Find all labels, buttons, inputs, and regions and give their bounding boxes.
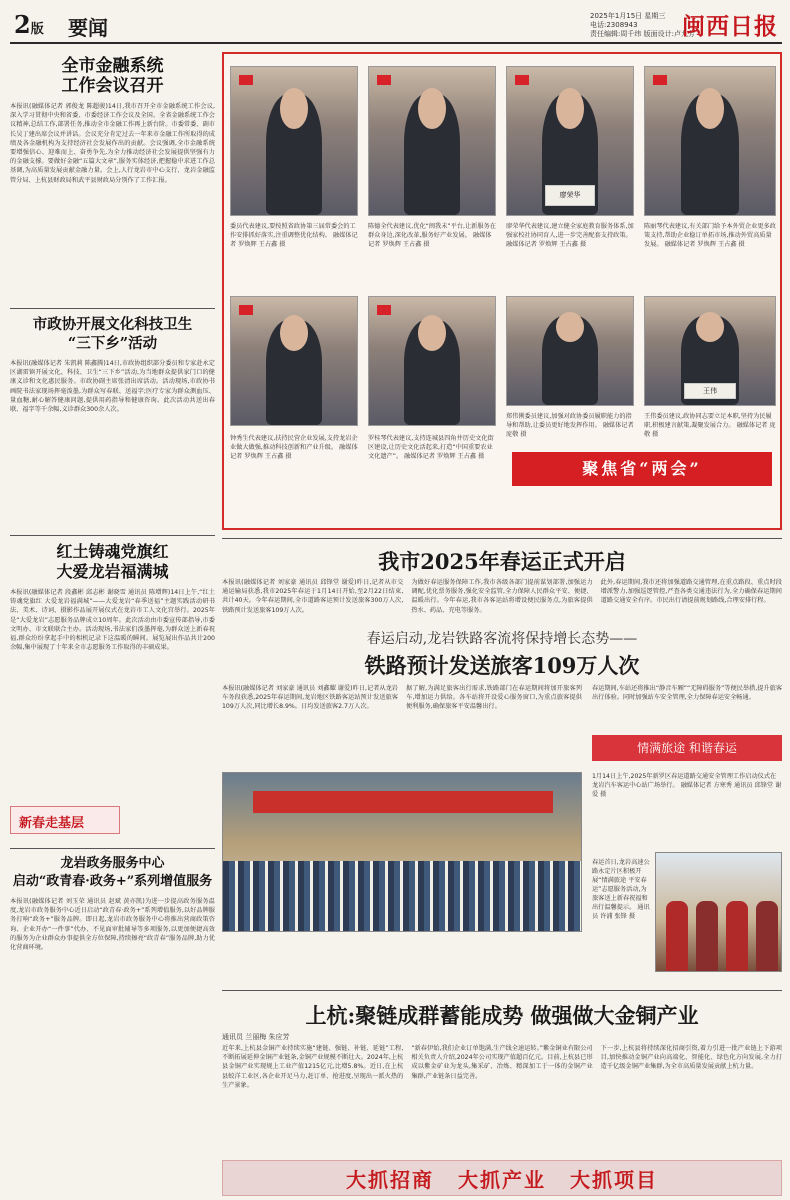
article-gov-service bbox=[10, 855, 215, 1107]
article-title: 龙岩政务服务中心 启动“政青春·政务+”系列增值服务 bbox=[12, 856, 213, 889]
article-column: 为做好春运服务保障工作,我市各级各部门提前谋划部署,加强运力调配,优化票务服务,强化安全监管,全力保障人民群众平安、便捷、温暖出行。今年春运,我市各客运站将增设便民服务点,为旅客提供热水、药品、充电等服务。 bbox=[411, 579, 593, 614]
newspaper-logo: 闽西日报 bbox=[682, 13, 778, 40]
photo-caption: 委员代表建议,要按照省政协第三届常委会的工作安排抓好落实,注重调整优化结构。 融媒体记者 罗焕辉 王占鑫 摄 bbox=[230, 223, 358, 248]
article-column: 此外,春运期间,我市还将加强道路交通管理,在重点路段、重点时段增派警力,加强巡逻管控,严查各类交通违法行为,全力确保春运期间道路交通安全有序。市民出行请提前规划路线,合理安排行程。 bbox=[600, 579, 782, 605]
rail-body bbox=[222, 684, 582, 766]
photo-caption: 罗桂琴代表建议,支持连城县四角井历史文化街区建设,让历史文化活起来,打造“中国重要农业文化遗产”。 融媒体记者 罗焕辉 王占鑫 摄 bbox=[368, 435, 494, 460]
divider bbox=[222, 538, 782, 539]
badge-row bbox=[10, 802, 215, 842]
editors: 责任编辑:周千纬 版面设计:卢九芳 bbox=[590, 30, 695, 38]
photo-caption: 钟秀生代表建议,扶持民营企业发展,支持龙岩企业做大做强,推动科技创新和产业升级。 融媒体记者 罗焕辉 王占鑫 摄 bbox=[230, 435, 358, 460]
photo-caption: 春运首日,龙岩高速公路永定片区积极开展“情满旅途 平安春运”志愿服务活动,为旅客送上新春祝福和出行温馨提示。 通讯员 许浦 张锋 摄 bbox=[592, 859, 650, 920]
section-name: 要闻 bbox=[68, 16, 108, 40]
article-column: 据了解,为满足旅客出行需求,铁路部门在春运期间将加开旅客列车,增加运力供给。各车站将开设爱心服务窗口,为重点旅客提供便利服务,确保旅客平安温馨出行。 bbox=[406, 685, 582, 711]
name-plate: 王伟 bbox=[684, 383, 736, 398]
delegate-photo bbox=[230, 66, 358, 216]
article-finance-meeting bbox=[10, 56, 215, 302]
article-column: “新春伊始,我们企业订单饱满,生产线全速运转。”紫金铜业有限公司相关负责人介绍,2024年公司实现产值超百亿元。目前,上杭县已形成以紫金矿业为龙头,集采矿、冶炼、精深加工于一体的金铜产业集群,产业链条日益完善。 bbox=[411, 1045, 593, 1080]
article-column: 下一步,上杭县将持续深化招商引资,着力引进一批产业链上下游项目,加快推动金铜产业向高端化、智能化、绿色化方向发展,全力打造千亿级金铜产业集群,为全市高质量发展贡献上杭力量。 bbox=[600, 1045, 782, 1071]
article-title: 全市金融系统 工作会议召开 bbox=[61, 56, 164, 96]
issue-date: 2025年1月15日 星期三 bbox=[590, 12, 666, 20]
photo-caption: 1月14日上午,2025年新罗区春运道路交通安全管理工作启动仪式在龙岩汽车客运中心站广场举行。 融媒体记者 方寒秀 通讯员 邱锋堂 谢爱 摄 bbox=[592, 773, 782, 798]
article-body: 本报讯(融媒体记者 朱凯莉 陈鑫腾)14日,市政协组织部分委员和专家赴永定区湖雷镇开展文化、科技、卫生“三下乡”活动,为当地群众提供家门口的健康义诊和文化惠民服务。市政协副主席张清出席活动。活动现场,市政协书画院书法家现场挥毫泼墨,为群众写春联、送福字;医疗专家为群众测血压、量血糖,耐心解答健康问题,提供用药指导和健康咨询。此次活动共送出春联、福字等千余幅,义诊群众300余人次。 bbox=[10, 360, 215, 414]
rail-title: 铁路预计发送旅客109万人次 bbox=[364, 653, 640, 678]
flag-icon bbox=[653, 75, 667, 85]
focus-banner: 聚焦省“两会” bbox=[512, 452, 772, 486]
rail-subtitle: 春运启动,龙岩铁路客流将保持增长态势—— bbox=[366, 631, 638, 647]
flag-icon bbox=[239, 75, 253, 85]
article-column: 本报讯(融媒体记者 刘家豪 通讯员 刘鑫耀 谢爱)昨日,记者从龙岩车务段获悉,2025年春运期间,龙岩地区铁路客运站预计发送旅客109万人次,同比增长8.9%。日均发送旅客2.7万人次。 bbox=[222, 685, 398, 711]
article-title: 市政协开展文化科技卫生 “三下乡”活动 bbox=[32, 316, 193, 352]
header-rule bbox=[10, 42, 782, 44]
slogan-item: 大抓项目 bbox=[570, 1167, 658, 1192]
byline: 通讯员 兰丽梅 朱应芳 bbox=[222, 1033, 290, 1041]
page-number: 2版 bbox=[14, 10, 44, 39]
shanghang-body bbox=[222, 1044, 782, 1154]
delegate-photo bbox=[506, 296, 634, 406]
photo-caption: 廖荣华代表建议,建立健全家庭教育服务体系,加强家校社协同育人,进一步完善配套支持政策。 融媒体记者 罗焕辉 王占鑫 摄 bbox=[506, 223, 634, 248]
article-body: 本报讯(融媒体记者 刘玉荣 通讯员 赵斌 黄亦凯)为进一步提高政务服务温度,龙岩市政务服务中心近日启动“政青春·政务+”系列增值服务,以好品牌服务打响“政务+”服务品牌。即日起,龙岩市政务服务中心将推出营商政策咨询、企业开办“一件事”代办、不见面审批辅导等多项服务,以更加便捷高效的服务为企业群众办事提供全方位保障,持续擦亮“政青春”服务品牌,助力优化营商环境。 bbox=[10, 898, 215, 952]
flag-icon bbox=[515, 75, 529, 85]
article-column: 春运期间,车站还将推出“静音车厢”“无障碍服务”等便民举措,提升旅客出行体验。同时加强站车安全管理,全力保障春运安全畅通。 bbox=[592, 685, 782, 702]
shanghang-title: 上杭:聚链成群蓄能成势 做强做大金铜产业 bbox=[305, 1003, 699, 1028]
phone: 电话:2308943 bbox=[590, 21, 638, 29]
delegate-photo bbox=[368, 66, 496, 216]
delegate-photo bbox=[230, 296, 358, 426]
photo-caption: 王伟委员建议,政协同志要立足本职,坚持为民履职,积极建言献策,凝聚发展合力。 融媒体记者 庞敬 摄 bbox=[644, 413, 776, 438]
delegate-photo bbox=[506, 66, 634, 216]
page-header bbox=[0, 0, 790, 44]
photo-caption: 陈丽琴代表建议,有关部门给予本外贸企业更多政策支持,帮助企业稳订单拓市场,推动外贸高质量发展。 融媒体记者 罗焕辉 王占鑫 摄 bbox=[644, 223, 776, 248]
divider bbox=[10, 535, 215, 536]
left-column bbox=[10, 50, 215, 1196]
spring-transport-title: 我市2025年春运正式开启 bbox=[378, 549, 626, 574]
divider bbox=[222, 990, 782, 991]
divider bbox=[10, 848, 215, 849]
flag-icon bbox=[377, 75, 391, 85]
delegate-photo bbox=[368, 296, 496, 426]
delegate-photo bbox=[644, 296, 776, 406]
photo-caption: 陈德全代表建议,优化“闽我未”平台,让新服务在群众身边,深化改革,服务好产业发展。 融媒体记者 罗焕辉 王占鑫 摄 bbox=[368, 223, 496, 248]
delegate-photo bbox=[644, 66, 776, 216]
article-column: 本报讯(融媒体记者 刘家豪 通讯员 邱锋堂 谢爱)昨日,记者从市交通运输局获悉,我市2025年春运于1月14日开始,至2月22日结束,共计40天。今年春运期间,全市道路客运预计发送旅客300万人次,铁路预计发送旅客109万人次。 bbox=[222, 579, 404, 614]
article-red-soil bbox=[10, 542, 215, 798]
flag-icon bbox=[239, 305, 253, 315]
slogan-footer-banner bbox=[222, 1160, 782, 1196]
photo-caption: 郑伟俐委员建议,加强对政协委员履职能力的指导和帮助,让委员更好地发挥作用。 融媒体记者 庞敬 摄 bbox=[506, 413, 634, 438]
article-body: 本报讯(融媒体记者 郭俊龙 陈超骏)14日,我市召开全市金融系统工作会议,深入学习贯彻中央和省委、市委经济工作会议及全国、全省金融系统工作会议精神,总结工作,部署任务,推动全市金融工作再上新台阶。市委常委、副市长吴丁建出席会议并讲话。会议充分肯定过去一年来市金融工作所取得的成绩及各金融机构为支持经济社会发展作出的贡献。会议强调,全市金融系统要增强信心、迎难而上、奋勇争先,为全力推动经济社会发展提供坚强有力的金融支撑。要做好金融“五篇大文章”,服务实体经济,把握稳中求进工作总基调,为高质量发展贡献金融力量。会上,人行龙岩市中心支行、龙岩金融监管分局、上杭县财政局和武平县财政局分别作了工作汇报。 bbox=[10, 103, 215, 184]
flag-icon bbox=[377, 305, 391, 315]
article-column: 近年来,上杭县金铜产业持续实施“建链、强链、补链、延链”工程,不断拓展延伸金铜产业链条,金铜产业规模不断壮大。2024年,上杭县金铜产业实现规上工业产值1215亿元,比增5.8%。近日,在上杭县蛟洋工业区,各企业开足马力,赶订单、抢进度,呈现出一派火热的生产景象。 bbox=[222, 1045, 404, 1089]
name-plate: 廖荣华 bbox=[545, 185, 595, 206]
volunteer-photo bbox=[655, 852, 782, 972]
divider bbox=[10, 308, 215, 309]
slogan-item: 大抓产业 bbox=[458, 1167, 546, 1192]
article-body: 本报讯(融媒体记者 段鑫彬 邱志彬 谢晓雪 通讯员 陈增辉)14日上午,“红土铸魂党旗红 大爱龙岩福满城”——大爱龙岩“春季送福”主题实践活动研书法、美术、诗词、摄影作品展开展仪式在龙岩市工人文化宫举行。2025年是“大爱龙岩”志愿服务品牌成立10周年。此次活动由市委宣传部指导,市委文明办、市文联联合主办。活动现场,书法家们泼墨挥毫,为群众送上新春祝福,群众纷纷拿起手中的相机记录下这温暖的瞬间。展览展出作品共计200余幅,集中展现了十年来全市志愿服务工作取得的丰硕成果。 bbox=[10, 589, 215, 652]
header-meta bbox=[590, 12, 695, 39]
slogan-item: 大抓招商 bbox=[346, 1167, 434, 1192]
launch-ceremony-photo bbox=[222, 772, 582, 932]
article-title: 红土铸魂党旗红 大爱龙岩福满城 bbox=[56, 542, 169, 581]
slogan-banner: 情满旅途 和谐春运 bbox=[592, 735, 782, 761]
spring-transport-body bbox=[222, 578, 782, 622]
article-cppcc-activity bbox=[10, 315, 215, 529]
new-spring-badge: 新春走基层 bbox=[10, 806, 120, 834]
